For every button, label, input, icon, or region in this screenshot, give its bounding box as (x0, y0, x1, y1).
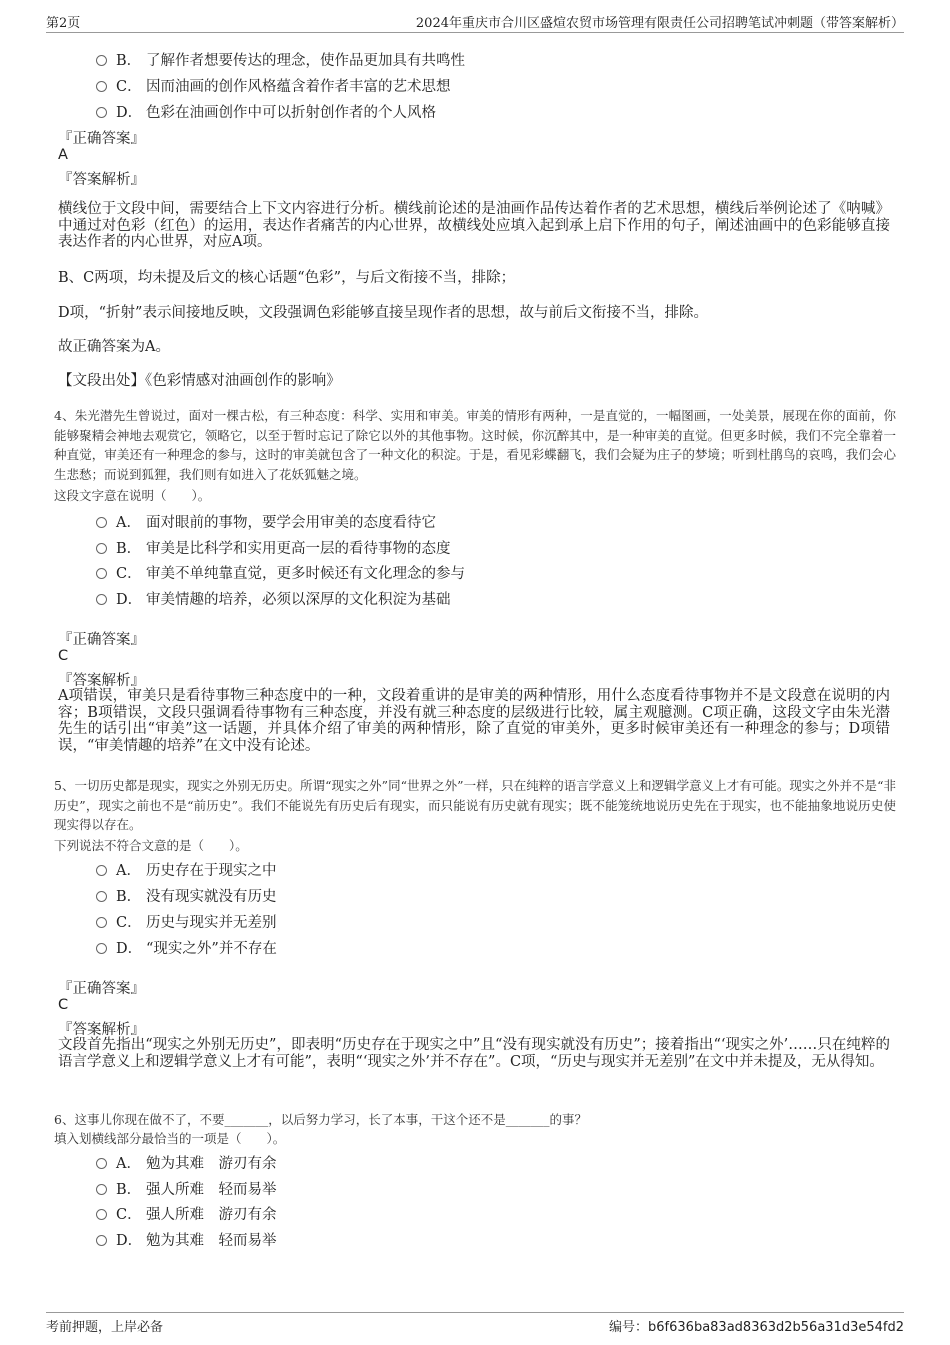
q4-answer: C (58, 648, 69, 664)
radio-icon[interactable] (96, 865, 107, 876)
document-code (609, 1316, 904, 1335)
q4-prompt: 这段文字意在说明（ ）。 (54, 488, 211, 503)
code-value: b6f636ba83ad8363d2b56a31d3e54fd2 (648, 1320, 904, 1335)
document-title: 2024年重庆市合川区盛煊农贸市场管理有限责任公司招聘笔试冲刺题（带答案解析） (415, 16, 904, 31)
q4-answer-label: 『正确答案』 (58, 632, 145, 648)
q4-option-a[interactable]: A． 面对眼前的事物，要学会用审美的态度看待它 (96, 511, 436, 532)
radio-icon[interactable] (96, 107, 107, 118)
footer-slogan: 考前押题，上岸必备 (46, 1320, 164, 1335)
q4-option-d[interactable]: D． 审美情趣的培养，必须以深厚的文化积淀为基础 (96, 588, 451, 609)
q3-option-b[interactable]: B． 了解作者想要传达的理念，使作品更加具有共鸣性 (96, 49, 465, 70)
q5-stem: 5、一切历史都是现实，现实之外别无历史。所谓“现实之外”同“世界之外”一样，只在纯粹的语言学意义上和逻辑学意义上才有可能。现实之外并不是“非历史”，现实之前也不是“前历史”。我们不能说先有历史后有现实，而只能说有历史就有现实；既不能笼统地说历史先在于现实，也不能抽象地说历史使现实得以存在。 (54, 778, 896, 832)
radio-icon[interactable] (96, 517, 107, 528)
radio-icon[interactable] (96, 1158, 107, 1169)
q3-analysis-para-4: 故正确答案为A。 (58, 339, 170, 355)
q3-option-c[interactable]: C． 因而油画的创作风格蕴含着作者丰富的艺术思想 (96, 75, 451, 96)
code-label: 编号： (609, 1320, 649, 1335)
radio-icon[interactable] (96, 1184, 107, 1195)
page-footer (46, 1312, 904, 1335)
radio-icon[interactable] (96, 594, 107, 605)
q5-option-c[interactable]: C． 历史与现实并无差别 (96, 911, 277, 932)
q5-analysis: 文段首先指出“现实之外别无历史”，即表明“历史存在于现实之中”且“没有现实就没有历史”；接着指出“‘现实之外’……只在纯粹的语言学意义上和逻辑学意义上才有可能”，表明“‘现实之外’并不存在”。C项，“历史与现实并无差别”在文中并未提及，无从得知。 (58, 1037, 890, 1070)
radio-icon[interactable] (96, 1209, 107, 1220)
radio-icon[interactable] (96, 543, 107, 554)
q4-option-b[interactable]: B． 审美是比科学和实用更高一层的看待事物的态度 (96, 537, 451, 558)
q5-option-a[interactable]: A． 历史存在于现实之中 (96, 859, 277, 880)
q5-analysis-label: 『答案解析』 (58, 1022, 145, 1038)
q5-option-d[interactable]: D． “现实之外”并不存在 (96, 937, 277, 958)
q5-prompt: 下列说法不符合文意的是（ ）。 (54, 838, 248, 853)
q5-answer-label: 『正确答案』 (58, 981, 145, 997)
q4-option-c[interactable]: C． 审美不单纯靠直觉，更多时候还有文化理念的参与 (96, 562, 465, 583)
q6-option-b[interactable]: B． 强人所难 轻而易举 (96, 1178, 277, 1199)
radio-icon[interactable] (96, 891, 107, 902)
q3-answer: A (58, 147, 68, 163)
q6-option-a[interactable]: A． 勉为其难 游刃有余 (96, 1152, 277, 1173)
q5-answer: C (58, 997, 69, 1013)
q3-option-d[interactable]: D． 色彩在油画创作中可以折射创作者的个人风格 (96, 101, 436, 122)
q3-analysis-para-3: D项，“折射”表示间接地反映，文段强调色彩能够直接呈现作者的思想，故与前后文衔接不当，排除。 (58, 305, 708, 321)
q6-option-c[interactable]: C． 强人所难 游刃有余 (96, 1203, 277, 1224)
page-header (46, 12, 904, 33)
q6-option-d[interactable]: D． 勉为其难 轻而易举 (96, 1229, 277, 1250)
radio-icon[interactable] (96, 568, 107, 579)
q3-source: 【文段出处】《色彩情感对油画创作的影响》 (58, 373, 341, 389)
radio-icon[interactable] (96, 81, 107, 92)
q6-prompt: 填入划横线部分最恰当的一项是（ ）。 (54, 1131, 286, 1146)
q3-analysis-para-1: 横线位于文段中间，需要结合上下文内容进行分析。横线前论述的是油画作品传达着作者的艺术思想，横线后举例论述了《呐喊》中通过对色彩（红色）的运用，表达作者痛苦的内心世界，故横线处应填入起到承上启下作用的句子，阐述油画中的色彩能够直接表达作者的内心世界，对应A项。 (58, 201, 890, 250)
radio-icon[interactable] (96, 943, 107, 954)
radio-icon[interactable] (96, 55, 107, 66)
q4-stem: 4、朱光潜先生曾说过，面对一棵古松，有三种态度：科学、实用和审美。审美的情形有两种，一是直觉的，一幅图画，一处美景，展现在你的面前，你能够聚精会神地去观赏它，领略它，以至于暂时忘记了除它以外的其他事物。这时候，你沉醉其中，是一种审美的直觉。但更多时候，我们不完全靠着一种直觉，审美还有一种理念的参与，这时的审美就包含了一种文化的积淀。于是，看见彩蝶翻飞，我们会疑为庄子的梦境；听到杜鹃鸟的哀鸣，我们会心生悲愁；而说到狐狸，我们则有如进入了花妖狐魅之境。 (54, 408, 896, 482)
q5-option-b[interactable]: B． 没有现实就没有历史 (96, 885, 277, 906)
page-number: 第2页 (46, 16, 81, 31)
q3-analysis-para-2: B、C两项，均未提及后文的核心话题“色彩”，与后文衔接不当，排除； (58, 270, 516, 286)
q3-answer-label: 『正确答案』 (58, 131, 145, 147)
q3-analysis-label: 『答案解析』 (58, 172, 145, 188)
q6-stem: 6、这事儿你现在做不了，不要_______，以后努力学习，长了本事，干这个还不是_______的事？ (54, 1112, 587, 1127)
q4-analysis-label: 『答案解析』 (58, 673, 145, 689)
radio-icon[interactable] (96, 917, 107, 928)
radio-icon[interactable] (96, 1235, 107, 1246)
q4-analysis: A项错误，审美只是看待事物三种态度中的一种，文段着重讲的是审美的两种情形，用什么态度看待事物并不是文段意在说明的内容；B项错误，文段只强调看待事物有三种态度，并没有就三种态度的层级进行比较，属主观臆测。C项正确，这段文字由朱光潜先生的话引出“审美”这一话题，并具体介绍了审美的两种情形，除了直觉的审美外，更多时候审美还有一种理念的参与；D项错误，“审美情趣的培养”在文中没有论述。 (58, 688, 890, 754)
